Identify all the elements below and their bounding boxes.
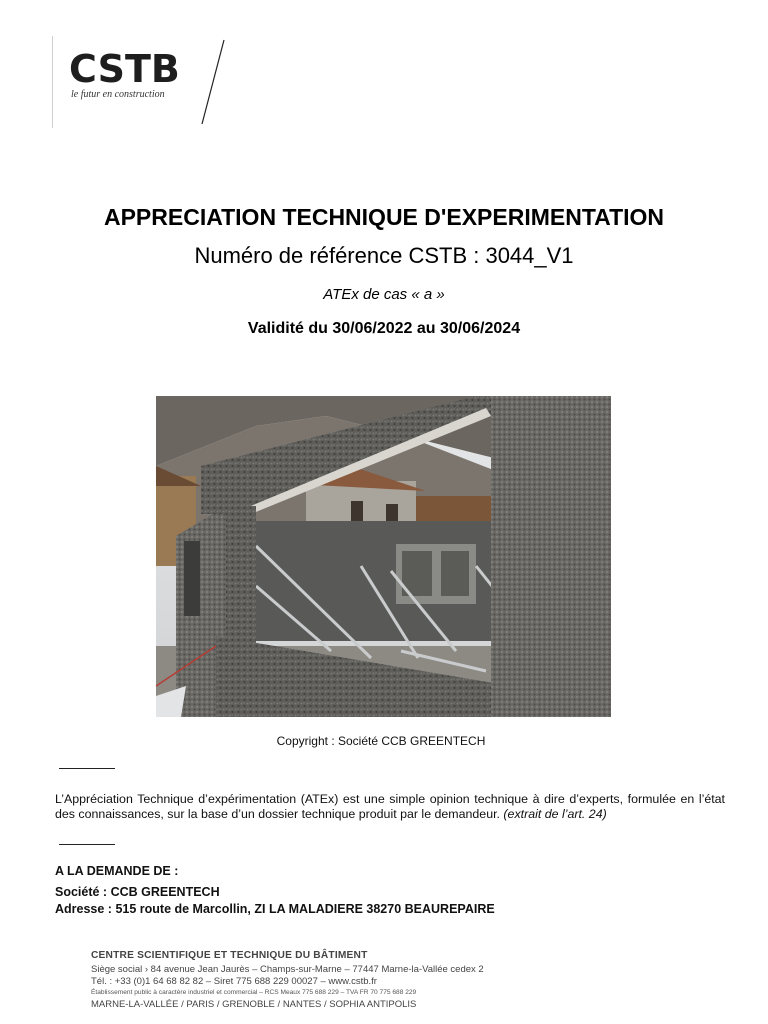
atex-case: ATEx de cas « a » [323, 286, 445, 303]
atex-definition-text: L’Appréciation Technique d’expérimentation (ATEx) est une simple opinion technique à dire d’experts, formulée en l’état des connaissances, sur la base d’un dossier technique produit par le demandeur. [55, 792, 725, 821]
construction-site-illustration [156, 396, 611, 717]
separator-line [59, 844, 115, 845]
reference-number: Numéro de référence CSTB : 3044_V1 [194, 243, 574, 268]
footer-contact: Tél. : +33 (0)1 64 68 82 82 – Siret 775 688 229 00027 – www.cstb.fr [91, 976, 377, 987]
document-title: APPRECIATION TECHNIQUE D'EXPERIMENTATION [103, 204, 665, 230]
footer-legal: Établissement public à caractère industriel et commercial – RCS Meaux 775 688 229 – TVA FR 70 775 688 229 [91, 989, 417, 996]
footer-cities: MARNE-LA-VALLÉE / PARIS / GRENOBLE / NANTES / SOPHIA ANTIPOLIS [91, 999, 417, 1010]
footer-organization: CENTRE SCIENTIFIQUE ET TECHNIQUE DU BÂTIMENT [91, 950, 368, 961]
logo-wordmark: CSTB [69, 47, 180, 91]
atex-definition-note: (extrait de l’art. 24) [503, 807, 607, 821]
photo-caption: Copyright : Société CCB GREENTECH [276, 734, 486, 748]
requester-company: Société : CCB GREENTECH [55, 885, 220, 899]
separator-line [59, 768, 115, 769]
cover-photo [156, 396, 611, 717]
cstb-logo [52, 36, 232, 128]
footer-headquarters: Siège social › 84 avenue Jean Jaurès – Champs-sur-Marne – 77447 Marne-la-Vallée cedex 2 [91, 964, 484, 975]
requester-address: Adresse : 515 route de Marcollin, ZI LA MALADIERE 38270 BEAUREPAIRE [55, 902, 495, 916]
request-heading: A LA DEMANDE DE : [55, 864, 179, 878]
logo-tagline: le futur en construction [71, 89, 165, 100]
validity-period: Validité du 30/06/2022 au 30/06/2024 [247, 320, 521, 337]
atex-definition [55, 792, 725, 822]
page-footer [91, 950, 531, 1011]
